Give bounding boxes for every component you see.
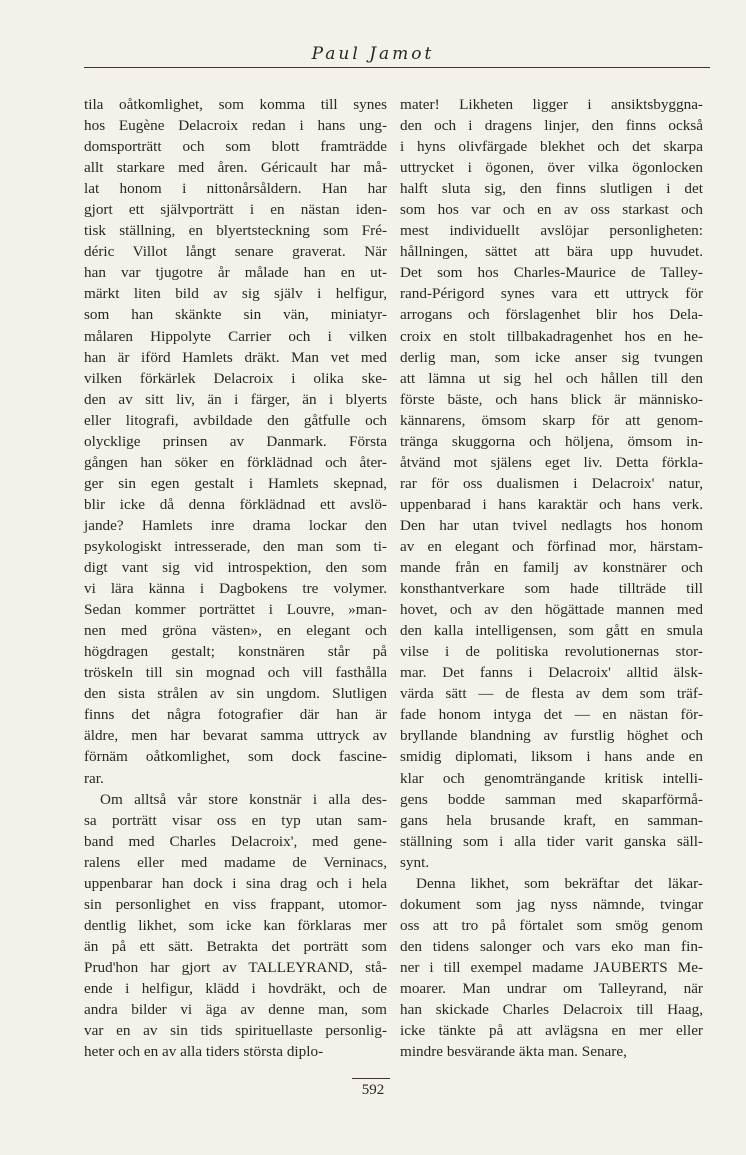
text-line: finns det några fotografier där han är bbox=[84, 706, 387, 724]
text-line: uttrycket i ögonen, över vilka ögonlocken bbox=[400, 159, 703, 177]
text-line: ralens eller med madame de Verninacs, bbox=[84, 853, 387, 871]
text-line: moarer. Man undrar om Talleyrand, när bbox=[400, 979, 703, 997]
text-line: förste bäste, och hans blick är människo- bbox=[400, 390, 703, 408]
text-line: ger sin egen gestalt i Hamlets skepnad, bbox=[84, 474, 387, 492]
text-line: förnäm oåtkomlighet, som dock fascine- bbox=[84, 748, 387, 766]
text-line: kännarens, ömsom skarp för att genom- bbox=[400, 411, 703, 429]
page-number: 592 bbox=[361, 1082, 385, 1098]
text-line: Om alltså vår store konstnär i alla des- bbox=[100, 790, 387, 808]
text-line: synt. bbox=[400, 853, 430, 871]
left-text-column bbox=[84, 94, 387, 1062]
text-line: han var tjugotre år målade han en ut- bbox=[84, 264, 387, 282]
text-line: gången han söker en förklädnad och åter- bbox=[84, 453, 387, 471]
text-line: konsthantverkare som hade tillträde till bbox=[400, 580, 703, 598]
text-line: klar och genomträngande kritisk intelli- bbox=[400, 769, 703, 787]
text-line: Denna likhet, som bekräftar det läkar- bbox=[416, 874, 703, 892]
text-line: blir icke då denna förklädnad ett avslö- bbox=[84, 495, 387, 513]
text-line: gjort ett självporträtt i en nästan iden- bbox=[84, 201, 387, 219]
text-line: domsporträtt och som blott framträdde bbox=[84, 138, 387, 156]
text-line: mest individuellt avslöjar personligheten: bbox=[400, 222, 703, 240]
text-line: vilken förkärlek Delacroix i olika ske- bbox=[84, 369, 387, 387]
text-line: halft sluta sig, den finns slutligen i det bbox=[400, 180, 703, 198]
text-line: andra bilder vi äga av denne man, som bbox=[84, 1001, 387, 1019]
text-line: tila oåtkomlighet, som komma till synes bbox=[84, 96, 387, 113]
text-line: dentlig likhet, som icke kan förklaras mer bbox=[84, 916, 387, 934]
text-line: olycklige prinsen av Danmark. Första bbox=[84, 432, 387, 450]
text-line: tränga skuggorna och höljena, ömsom in- bbox=[400, 432, 703, 450]
text-line: värda sätt — de flesta av dem som träf- bbox=[400, 685, 703, 703]
text-line: rar för oss dualismen i Delacroix' natur, bbox=[400, 474, 703, 492]
text-line: äldre, men har bevarat samma uttryck av bbox=[84, 727, 387, 745]
text-line: Det som hos Charles-Maurice de Talley- bbox=[400, 264, 703, 282]
text-line: derlig man, som icke anser sig tvungen bbox=[400, 348, 703, 366]
text-line: han är iförd Hamlets dräkt. Man vet med bbox=[84, 348, 387, 366]
text-line: han skickade Charles Delacroix till Haag, bbox=[400, 1001, 703, 1019]
text-line: tröskeln till sin mognad och vill fasthålla bbox=[84, 664, 387, 682]
text-line: Prud'hon har gjort av TALLEYRAND, stå- bbox=[84, 958, 387, 976]
text-line: att lämna ut sig hel och hållen till den bbox=[400, 369, 703, 387]
text-line: mande från en familj av konstnärer och bbox=[400, 559, 703, 577]
text-line: nen med gröna västen», en elegant och bbox=[84, 622, 387, 640]
text-line: eller litografi, avbildade den gåtfulle och bbox=[84, 411, 387, 429]
text-line: åtvänd mot själens eget liv. Detta förkla- bbox=[400, 453, 703, 471]
folio-rule bbox=[352, 1078, 390, 1079]
text-line: gans hela brusande kraft, en samman- bbox=[400, 811, 703, 829]
text-line: som han skänkte sin vän, miniatyr- bbox=[84, 306, 387, 324]
text-line: oss att tro på förtalet som smög genom bbox=[400, 916, 703, 934]
text-line: band med Charles Delacroix', med gene- bbox=[84, 832, 387, 850]
text-line: psykologiskt intresserade, den man som ti- bbox=[84, 537, 387, 555]
text-line: smidig diplomati, liksom i hans ande en bbox=[400, 748, 703, 766]
text-line: mindre besvärande äkta man. Senare, bbox=[400, 1043, 627, 1061]
text-line: digt vant sig vid introspektion, den som bbox=[84, 559, 387, 577]
text-line: hos Eugène Delacroix redan i hans ung- bbox=[84, 117, 387, 135]
running-head: Paul Jamot bbox=[311, 44, 435, 64]
right-text-column bbox=[400, 94, 703, 1062]
text-line: rar. bbox=[84, 769, 104, 787]
text-line: mater! Likheten ligger i ansiktsbyggna- bbox=[400, 96, 703, 113]
text-line: uppenbarad i hans karaktär och hans verk. bbox=[400, 495, 703, 513]
text-line: den kalla intelligensen, som gått en smula bbox=[400, 622, 703, 640]
text-line: Sedan kommer porträttet i Louvre, »man- bbox=[84, 601, 387, 619]
text-line: som hos var och en av oss starkast och bbox=[400, 201, 703, 219]
text-line: den och i dragens linjer, den finns också bbox=[400, 117, 703, 135]
text-line: bryllande blandning av furstlig höghet och bbox=[400, 727, 703, 745]
text-line: sa porträtt visar oss en typ utan sam- bbox=[84, 811, 387, 829]
text-line: gens bodde samman med skaparförmå- bbox=[400, 790, 703, 808]
text-line: jande? Hamlets inre drama lockar den bbox=[84, 516, 387, 534]
text-line: den av sitt liv, än i färger, än i blyerts bbox=[84, 390, 387, 408]
text-line: mar. Det fanns i Delacroix' alltid älsk- bbox=[400, 664, 703, 682]
text-line: i hyns olivfärgade blekhet och det skarpa bbox=[400, 138, 703, 156]
text-line: vi lära känna i Dagbokens tre volymer. bbox=[84, 580, 387, 598]
text-line: vilse i de politiska revolutionernas stor- bbox=[400, 643, 703, 661]
text-line: fade honom intyga det — en nästan för- bbox=[400, 706, 703, 724]
text-line: ende i helfigur, klädd i hovdräkt, och de bbox=[84, 979, 387, 997]
text-line: ner i till exempel madame JAUBERTS Me- bbox=[400, 958, 703, 976]
text-line: tisk ställning, en blyertsteckning som Fré- bbox=[84, 222, 387, 240]
text-line: än på ett sätt. Betrakta det porträtt som bbox=[84, 937, 387, 955]
text-line: ställning som i alla tider varit ganska säll- bbox=[400, 832, 703, 850]
header-rule bbox=[84, 67, 710, 68]
text-line: märkt liten bild av sig själv i helfigur, bbox=[84, 285, 387, 303]
text-line: målaren Hippolyte Carrier och i vilken bbox=[84, 327, 387, 345]
text-line: dokument som jag nyss nämnde, tvingar bbox=[400, 895, 703, 913]
text-line: den sista strålen av sin ungdom. Slutligen bbox=[84, 685, 387, 703]
text-line: allt starkare med åren. Géricault har må- bbox=[84, 159, 387, 177]
text-line: den tidens salonger och vars eko man fin- bbox=[400, 937, 703, 955]
text-line: arrogans och förslagenhet blir hos Dela- bbox=[400, 306, 703, 324]
text-line: lat honom i nittonårsåldern. Han har bbox=[84, 180, 387, 198]
text-line: högdragen gestalt; konstnären står på bbox=[84, 643, 387, 661]
text-line: croix en stolt tillbakadragenhet hos en he- bbox=[400, 327, 703, 345]
text-line: rand-Périgord synes vara ett uttryck för bbox=[400, 285, 703, 303]
text-line: déric Villot långt senare graverat. När bbox=[84, 243, 387, 261]
text-line: hållningen, sättet att bära upp huvudet. bbox=[400, 243, 703, 261]
text-line: Den har utan tvivel nedlagts hos honom bbox=[400, 516, 703, 534]
text-line: sin personlighet en viss frappant, utomor- bbox=[84, 895, 387, 913]
text-line: var en av sin tids spirituellaste personlig- bbox=[84, 1022, 387, 1040]
text-line: uppenbarar han dock i sina drag och i hela bbox=[84, 874, 387, 892]
text-line: av en elegant och förfinad mor, härstam- bbox=[400, 537, 703, 555]
text-line: heter och en av alla tiders största diplo- bbox=[84, 1043, 324, 1061]
text-line: hovet, och av den högättade mannen med bbox=[400, 601, 703, 619]
text-line: icke tänkte på att avlägsna en mer eller bbox=[400, 1022, 703, 1040]
